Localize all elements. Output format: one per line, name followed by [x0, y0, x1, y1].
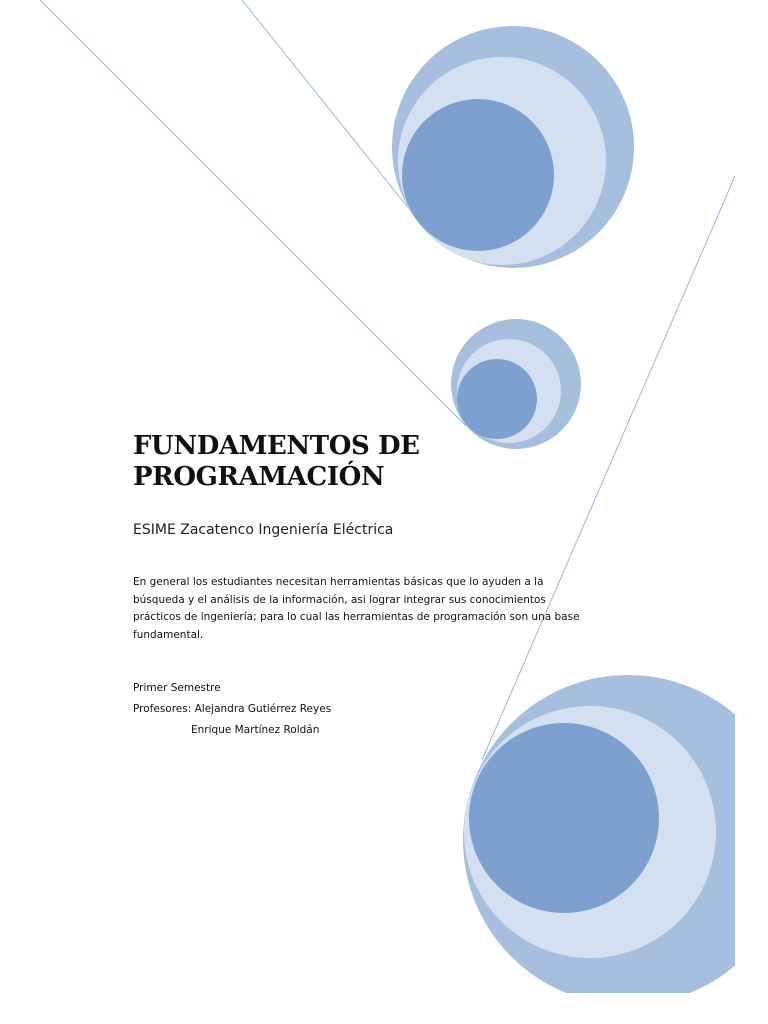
title-line: PROGRAMACIÓN — [133, 462, 385, 492]
abstract-line: En general los estudiantes necesitan herramientas básicas que lo ayuden a la — [133, 576, 544, 588]
document-abstract — [133, 574, 583, 644]
circle-group-bottom — [463, 675, 768, 1005]
document-title — [133, 431, 473, 493]
circle-group-middle — [451, 319, 581, 449]
semester-label: Primer Semestre — [133, 682, 221, 694]
title-line: FUNDAMENTOS DE — [133, 431, 420, 461]
professor-name: Enrique Martínez Roldán — [191, 724, 320, 736]
document-subtitle: ESIME Zacatenco Ingeniería Eléctrica — [133, 522, 394, 538]
decorative-line — [242, 0, 414, 215]
abstract-line: prácticos de ingeniería; para lo cual las herramientas de programación son una base — [133, 611, 580, 623]
abstract-line: búsqueda y el análisis de la información, asi lograr integrar sus conocimientos — [133, 593, 546, 606]
abstract-line: fundamental. — [133, 628, 204, 641]
circle-group-top — [392, 26, 634, 268]
professors-line: Profesores: Alejandra Gutiérrez Reyes — [133, 703, 332, 715]
decorative-line — [40, 0, 466, 426]
